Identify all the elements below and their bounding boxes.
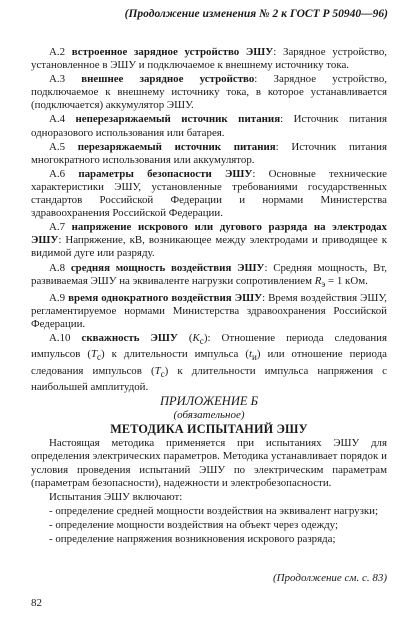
methodology-list-intro: Испытания ЭШУ включают: bbox=[49, 490, 183, 503]
math-variable: t bbox=[248, 348, 253, 361]
term: средняя мощность воздействия ЭШУ bbox=[70, 261, 265, 274]
term: встроенное зарядное устройство ЭШУ bbox=[71, 46, 274, 58]
term: внешнее зарядное устройство bbox=[81, 73, 255, 86]
definition-a4: А.4 неперезаряжаемый источник питания: Источник питания одноразового использования или батарея. bbox=[31, 113, 388, 139]
continuation-note: (Продолжение см. с. 83) bbox=[272, 572, 387, 584]
term: скважность ЭШУ bbox=[81, 332, 178, 345]
math-variable: T bbox=[154, 364, 161, 377]
running-header: (Продолжение изменения № 2 к ГОСТ Р 50940—96) bbox=[124, 8, 388, 20]
methodology-item: - определение напряжения возникновения искрового разряда; bbox=[49, 532, 336, 545]
definition-a3: А.3 внешнее зарядное устройство: Зарядное устройство, подключаемое к внешнему источнику тока, в которое устанавливается (подключается) аккумулятор ЭШУ. bbox=[31, 73, 387, 112]
term: параметры безопасности ЭШУ bbox=[78, 167, 253, 180]
methodology-intro: Настоящая методика применяется при испытаниях ЭШУ для определения электрических параметров. Методика устанавливает порядок и условия проведения испытаний ЭШУ по электрическим параметрам (параметрам безопасности), надежности и электробезопасности. bbox=[31, 437, 387, 489]
definition-a10: А.10 скважность ЭШУ $(K_с)$: Отношение периода следования импульсов $(T_с)$ к длительности импульса $(t_и)$ или отношение периода следования импульсов $(T_с)$ к длительности импульса напряжения с наибольшей амплитудой. bbox=[31, 332, 388, 393]
term: время однократного воздействия ЭШУ bbox=[68, 291, 263, 304]
definition-a9: А.9 время однократного воздействия ЭШУ: Время воздействия ЭШУ, регламентируемое нормами Министерства здравоохранения Российской Федерации. bbox=[31, 291, 387, 331]
appendix-note: (обязательное) bbox=[173, 409, 245, 422]
page-number: 82 bbox=[31, 597, 42, 609]
definition-a2: А.2 встроенное зарядное устройство ЭШУ: Зарядное устройство, установленное в ЭШУ и подключаемое к внешнему источнику тока. bbox=[31, 46, 387, 72]
term: напряжение искрового или дугового разряда на электродах ЭШУ bbox=[31, 221, 387, 247]
math-variable: R bbox=[314, 274, 322, 287]
definition-a8: А.8 средняя мощность воздействия ЭШУ: Средняя мощность, Вт, развиваемая ЭШУ на эквиваленте нагрузки сопротивлением $R_э = 1$ кОм. bbox=[31, 261, 387, 289]
definition-a5: А.5 перезаряжаемый источник питания: Источник питания многократного использования или аккумулятор. bbox=[31, 140, 387, 166]
term: перезаряжаемый источник питания bbox=[77, 140, 276, 153]
methodology-item: - определение мощности воздействия на объект через одежду; bbox=[49, 518, 338, 531]
definition-a6: А.6 параметры безопасности ЭШУ: Основные технические характеристики ЭШУ, установленные требованиями государственных стандартов Российской Федерации и нормами Министерства здравоохранения Российской Федерации. bbox=[31, 167, 387, 220]
section-title: МЕТОДИКА ИСПЫТАНИЙ ЭШУ bbox=[110, 422, 308, 437]
definition-a7: А.7 напряжение искрового или дугового разряда на электродах ЭШУ: Напряжение, кВ, возникающее между электродами и приводящее к видимой дуге или разряду. bbox=[31, 221, 387, 260]
methodology-item: - определение средней мощности воздействия на эквивалент нагрузки; bbox=[49, 504, 379, 517]
term: неперезаряжаемый источник питания bbox=[75, 113, 281, 126]
math-variable: T bbox=[90, 348, 98, 361]
appendix-title: ПРИЛОЖЕНИЕ Б bbox=[160, 394, 258, 409]
body-text bbox=[31, 46, 387, 546]
math-variable: K bbox=[192, 332, 200, 345]
